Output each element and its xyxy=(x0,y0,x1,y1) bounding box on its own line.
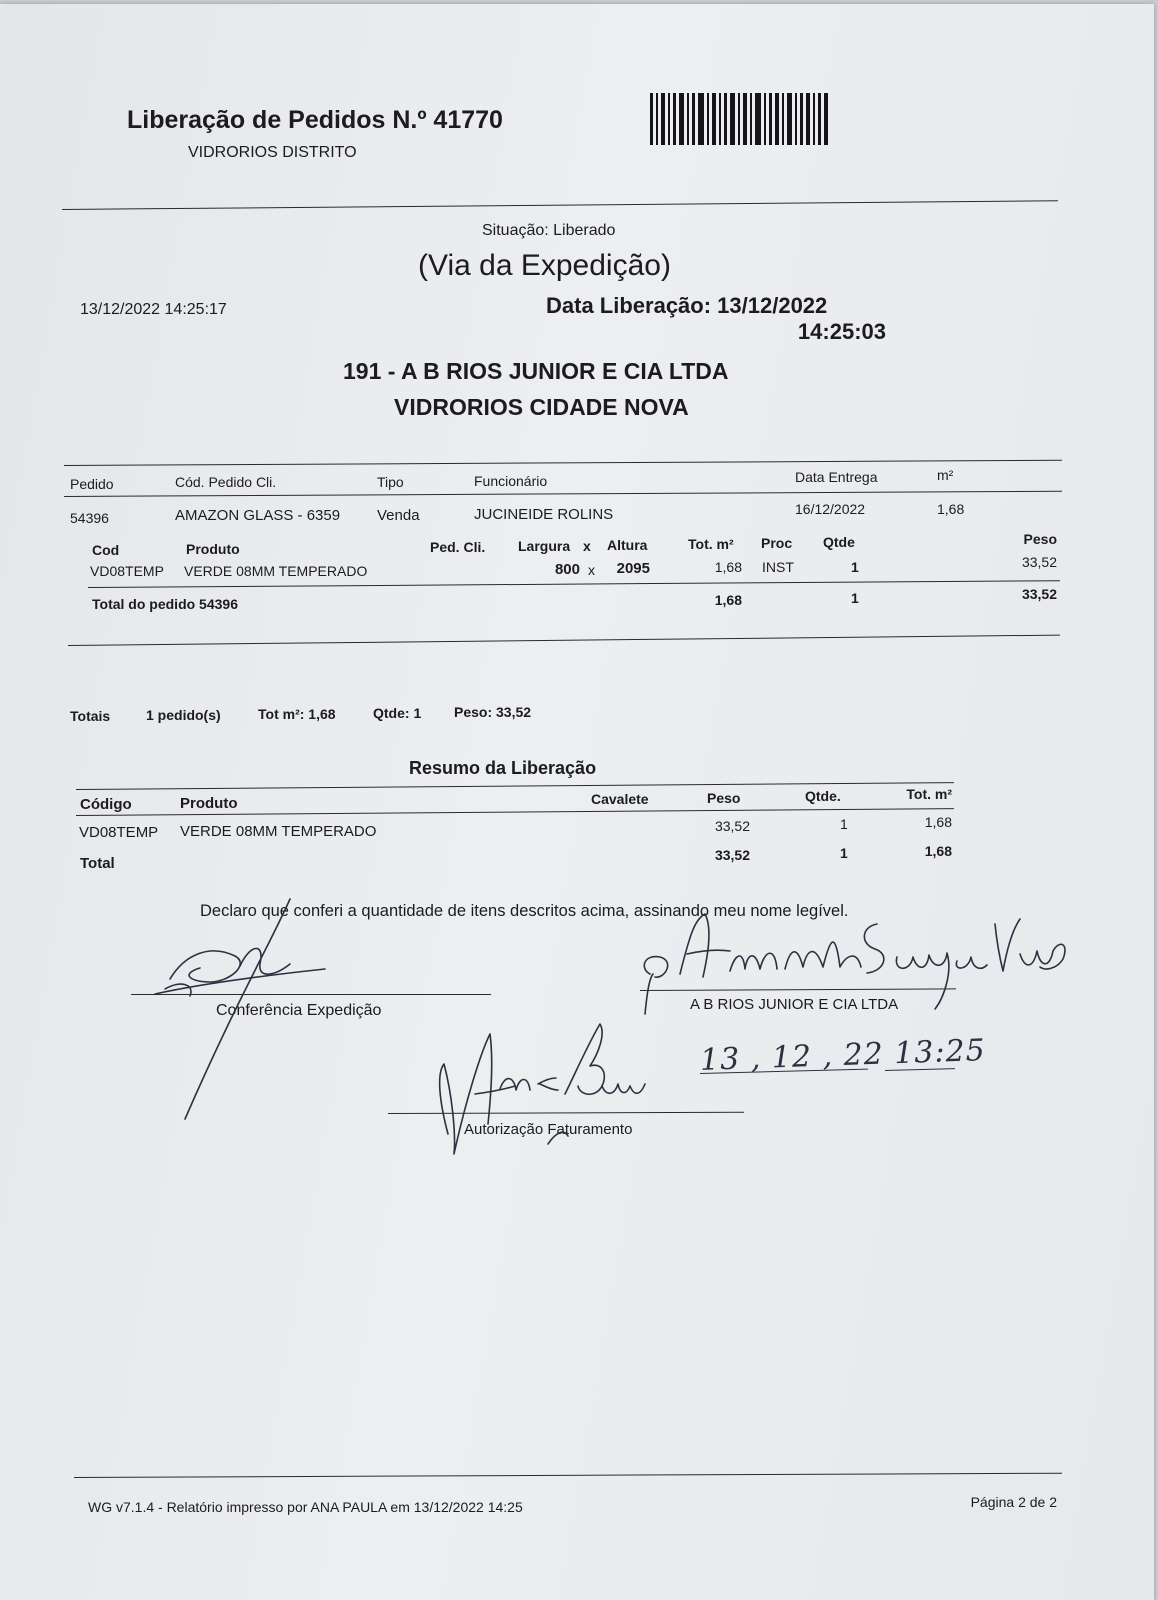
item-col-largura: Largura xyxy=(518,538,571,554)
item-tot-m2-value: 1,68 xyxy=(714,559,742,575)
totals-qtde: Qtde: 1 xyxy=(373,705,422,721)
item-produto-value: VERDE 08MM TEMPERADO xyxy=(184,563,368,579)
barcode xyxy=(650,93,828,145)
copy-label: (Via da Expedição) xyxy=(418,249,671,282)
header-divider xyxy=(62,200,1058,210)
item-largura-value: 800 xyxy=(554,561,580,578)
document-page xyxy=(0,4,1154,1600)
item-proc-value: INST xyxy=(762,559,794,575)
summary-total-peso: 33,52 xyxy=(714,847,750,863)
item-col-proc: Proc xyxy=(761,535,793,551)
document-title: Liberação de Pedidos N.º 41770 xyxy=(127,106,503,134)
totals-tot-m2: Tot m²: 1,68 xyxy=(258,706,336,722)
col-tipo: Tipo xyxy=(377,474,404,490)
item-col-qtde: Qtde xyxy=(823,534,855,550)
item-col-peso: Peso xyxy=(1023,531,1057,547)
item-col-produto: Produto xyxy=(186,541,240,557)
item-x-value: x xyxy=(588,562,595,578)
item-col-x: x xyxy=(583,538,591,554)
order-data-entrega-value: 16/12/2022 xyxy=(795,501,866,517)
totals-pedidos: 1 pedido(s) xyxy=(146,707,221,723)
summary-col-tot-m2: Tot. m² xyxy=(906,786,952,802)
footer-page-number: Página 2 de 2 xyxy=(970,1494,1057,1510)
col-data-entrega: Data Entrega xyxy=(795,469,878,485)
col-funcionario: Funcionário xyxy=(474,473,548,489)
footer-report: WG v7.1.4 - Relatório impresso por ANA PAULA em 13/12/2022 14:25 xyxy=(88,1499,523,1515)
conferencia-label: Conferência Expedição xyxy=(216,1002,382,1019)
conferencia-signature xyxy=(140,884,340,1134)
declaration-text: Declaro que conferi a quantidade de itens descritos acima, assinando meu nome legível. xyxy=(200,902,849,920)
status-label: Situação: Liberado xyxy=(482,222,616,239)
print-datetime: 13/12/2022 14:25:17 xyxy=(80,301,227,318)
item-col-altura: Altura xyxy=(607,537,648,553)
summary-col-peso: Peso xyxy=(707,790,741,806)
order-total-label: Total do pedido 54396 xyxy=(92,596,238,612)
item-peso-value: 33,52 xyxy=(1021,554,1057,570)
summary-col-cavalete: Cavalete xyxy=(591,791,649,807)
order-total-tot-m2: 1,68 xyxy=(714,592,742,608)
footer-divider xyxy=(74,1473,1062,1478)
summary-qtde-value: 1 xyxy=(840,816,848,832)
item-cod-value: VD08TEMP xyxy=(90,563,164,579)
release-date: Data Liberação: 13/12/2022 xyxy=(546,293,828,318)
order-cod-pedido-cli-value: AMAZON GLASS - 6359 xyxy=(175,507,341,524)
item-col-tot-m2: Tot. m² xyxy=(688,536,734,552)
summary-codigo-value: VD08TEMP xyxy=(79,824,159,841)
totals-label: Totais xyxy=(70,708,111,724)
item-col-cod: Cod xyxy=(92,542,120,558)
order-pedido-value: 54396 xyxy=(70,510,109,526)
order-total-peso: 33,52 xyxy=(1021,586,1057,602)
order-bottom-divider xyxy=(68,635,1060,646)
item-col-ped-cli: Ped. Cli. xyxy=(430,539,486,555)
autorizacao-signature xyxy=(430,1014,660,1164)
item-qtde-value: 1 xyxy=(851,559,859,575)
order-tipo-value: Venda xyxy=(377,507,420,524)
summary-col-produto: Produto xyxy=(180,795,238,812)
release-time: 14:25:03 xyxy=(797,319,886,344)
col-cod-pedido-cli: Cód. Pedido Cli. xyxy=(175,474,277,490)
item-total-divider xyxy=(88,580,1060,588)
summary-total-tot-m2: 1,68 xyxy=(924,843,952,859)
client-name: 191 - A B RIOS JUNIOR E CIA LTDA xyxy=(343,358,729,384)
handwritten-date: 13 , 12 , 22 13:25 xyxy=(699,1033,987,1078)
autorizacao-label: Autorização Faturamento xyxy=(464,1121,633,1138)
summary-col-qtde: Qtde. xyxy=(805,788,841,804)
col-pedido: Pedido xyxy=(70,476,114,492)
client-signature xyxy=(635,899,1075,1019)
order-top-divider xyxy=(64,460,1062,466)
order-total-qtde: 1 xyxy=(851,590,859,606)
summary-produto-value: VERDE 08MM TEMPERADO xyxy=(180,823,377,840)
order-header-divider xyxy=(64,491,1062,497)
order-funcionario-value: JUCINEIDE ROLINS xyxy=(474,506,614,523)
order-m2-value: 1,68 xyxy=(937,501,965,517)
summary-total-qtde: 1 xyxy=(840,845,848,861)
client-branch: VIDRORIOS CIDADE NOVA xyxy=(394,394,689,420)
summary-peso-value: 33,52 xyxy=(714,818,750,834)
totals-peso: Peso: 33,52 xyxy=(454,704,532,720)
summary-title: Resumo da Liberação xyxy=(409,758,597,778)
summary-tot-m2-value: 1,68 xyxy=(924,814,952,830)
client-signature-label: A B RIOS JUNIOR E CIA LTDA xyxy=(690,996,899,1013)
summary-total-label: Total xyxy=(80,855,115,872)
col-m2: m² xyxy=(937,467,954,483)
company-name: VIDRORIOS DISTRITO xyxy=(188,144,357,161)
item-altura-value: 2095 xyxy=(616,560,650,577)
summary-col-codigo: Código xyxy=(80,796,132,813)
